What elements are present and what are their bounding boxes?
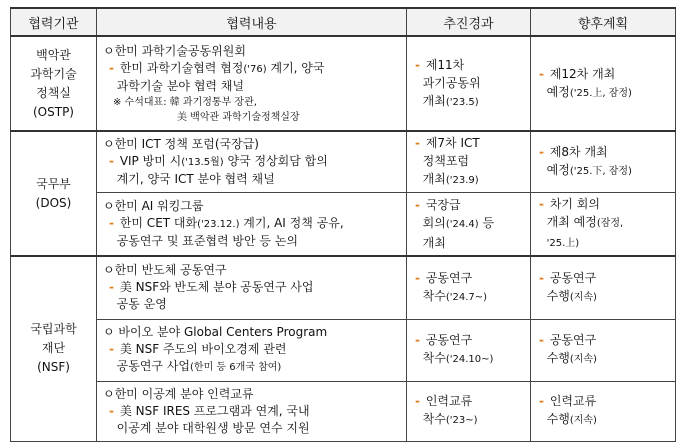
item-title: ㅇ한미 과학기술공동위원회: [103, 43, 246, 58]
cooperation-table: [10, 7, 676, 442]
content-cell: [97, 193, 407, 257]
table-row: [11, 131, 676, 193]
content-cell: [97, 381, 407, 441]
progress-cell: - 국장급 회의('24.4) 등 개최: [407, 193, 531, 257]
progress-cell: - 공동연구 착수('24.7~): [407, 256, 531, 319]
table-row: [11, 193, 676, 257]
item-title: ㅇ한미 ICT 정책 포럼(국장급): [103, 137, 259, 151]
table-header-row: [11, 8, 676, 36]
item-detail: 공동연구 사업(한미 등 6개국 참여): [116, 359, 282, 373]
item-detail: 이공계 분야 대학원생 방문 연수 지원: [116, 420, 310, 435]
item-detail: 계기, 양국 ICT 분야 협력 채널: [116, 172, 275, 186]
item-detail: - VIP 방미 시('13.5월) 양국 정상회담 합의: [109, 154, 328, 168]
item-title: ㅇ 바이오 분야 Global Centers Program: [103, 325, 328, 339]
header-agency: 협력기관: [11, 8, 97, 36]
table-row: [11, 319, 676, 381]
progress-cell: - 공동연구 착수('24.10~): [407, 319, 531, 381]
item-detail: - 한미 CET 대화('23.12.) 계기, AI 정책 공유,: [109, 216, 344, 230]
item-title: ㅇ한미 AI 워킹그룹: [103, 199, 204, 213]
agency-cell-dos: 국무부 (DOS): [11, 131, 97, 256]
plan-cell: - 공동연구 수행(지속): [531, 319, 676, 381]
progress-cell: - 제7차 ICT 정책포럼 개최('23.9): [407, 131, 531, 193]
plan-cell: - 공동연구 수행(지속): [531, 256, 676, 319]
content-cell: [97, 256, 407, 319]
item-detail: - 美 NSF IRES 프로그램과 연계, 국내: [109, 403, 310, 418]
item-detail: - 美 NSF와 반도체 분야 공동연구 사업: [109, 280, 314, 295]
item-title: ㅇ한미 반도체 공동연구: [103, 263, 227, 278]
item-detail: - 美 NSF 주도의 바이오경제 관련: [109, 342, 287, 356]
table-row: [11, 36, 676, 131]
content-cell: [97, 319, 407, 381]
plan-cell: - 차기 회의 개최 예정(잠정, '25.上): [531, 193, 676, 257]
item-detail: 과학기술 분야 협력 채널: [116, 78, 245, 93]
content-cell: [97, 36, 407, 131]
plan-cell: - 인력교류 수행(지속): [531, 381, 676, 441]
agency-cell-nsf: 국립과학 재단 (NSF): [11, 256, 97, 441]
item-detail: - 한미 과학기술협력 협정('76) 계기, 양국: [109, 60, 325, 75]
note-text: 美 백악관 과학기술정책실장: [177, 111, 300, 123]
plan-cell: - 제8차 개최 예정('25.下, 잠정): [531, 131, 676, 193]
header-content: 협력내용: [97, 8, 407, 36]
agency-cell-ostp: 백악관 과학기술 정책실 (OSTP): [11, 36, 97, 131]
item-detail: 공동연구 및 표준협력 방안 등 논의: [116, 234, 299, 248]
progress-cell: - 제11차 과기공동위 개최('23.5): [407, 36, 531, 131]
header-progress: 추진경과: [407, 8, 531, 36]
content-cell: [97, 131, 407, 193]
note-text: ※ 수석대표: 韓 과기정통부 장관,: [113, 96, 257, 108]
header-plan: 향후계획: [531, 8, 676, 36]
progress-cell: - 인력교류 착수('23~): [407, 381, 531, 441]
item-detail: 공동 운영: [116, 297, 167, 312]
table-row: [11, 256, 676, 319]
plan-cell: - 제12차 개최 예정('25.上, 잠정): [531, 36, 676, 131]
table-row: [11, 381, 676, 441]
item-title: ㅇ한미 이공계 분야 인력교류: [103, 386, 254, 401]
